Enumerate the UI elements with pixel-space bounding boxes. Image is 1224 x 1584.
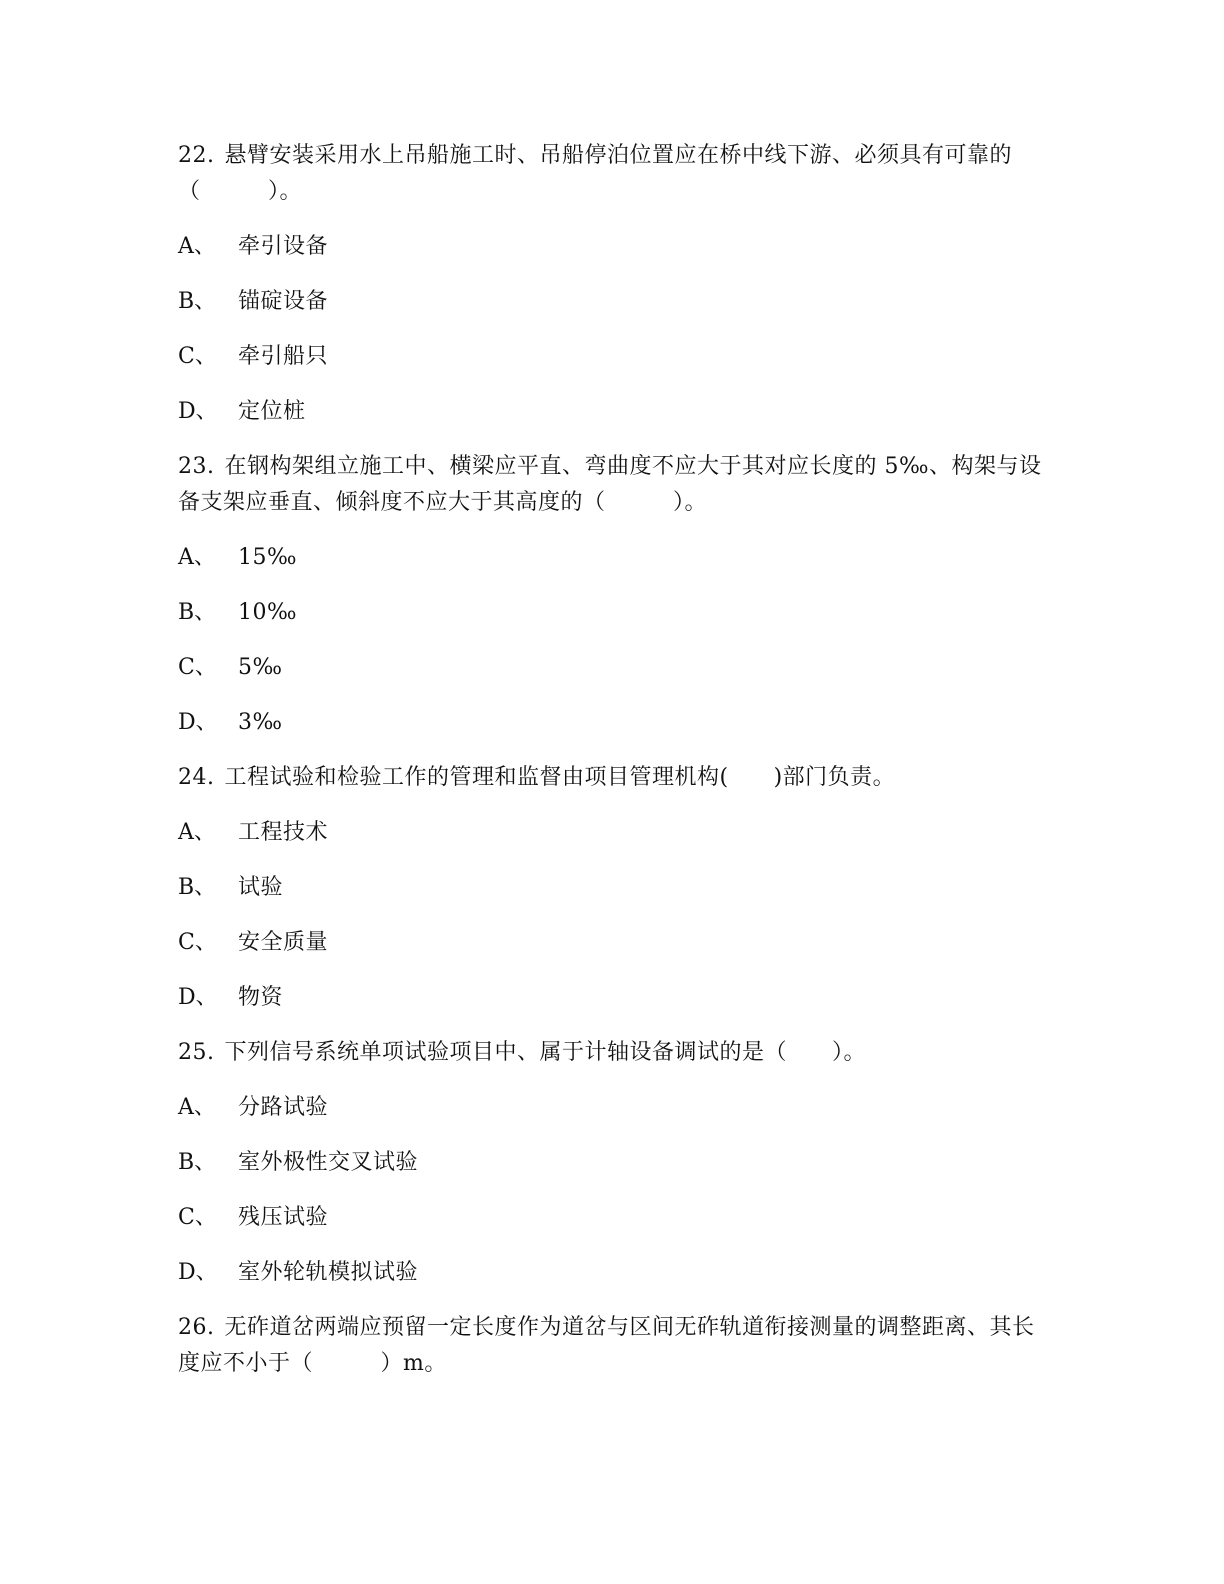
option-text: 分路试验 xyxy=(238,1095,329,1120)
option-text: 15‰ xyxy=(238,545,298,570)
option-b xyxy=(178,1145,1048,1181)
option-a xyxy=(178,540,1048,576)
option-letter: D、 xyxy=(178,1260,218,1285)
option-letter: C、 xyxy=(178,344,217,369)
option-b xyxy=(178,595,1048,631)
option-letter: A、 xyxy=(178,545,216,570)
option-letter: C、 xyxy=(178,1205,217,1230)
question-number: 24. xyxy=(178,765,215,790)
option-letter: D、 xyxy=(178,399,218,424)
option-text: 5‰ xyxy=(238,655,283,680)
question-text: 悬臂安装采用水上吊船施工时、吊船停泊位置应在桥中线下游、必须具有可靠的（ ）。 xyxy=(178,143,1013,204)
question-number: 26. xyxy=(178,1315,215,1340)
option-letter: A、 xyxy=(178,234,216,259)
option-letter: B、 xyxy=(178,289,217,314)
option-text: 试验 xyxy=(238,875,284,900)
option-text: 定位桩 xyxy=(238,399,306,424)
option-a xyxy=(178,1090,1048,1126)
question-26 xyxy=(178,1310,1048,1382)
question-number: 25. xyxy=(178,1040,215,1065)
question-23 xyxy=(178,449,1048,521)
option-a xyxy=(178,815,1048,851)
option-letter: A、 xyxy=(178,820,216,845)
option-text: 物资 xyxy=(238,985,284,1010)
option-letter: C、 xyxy=(178,655,217,680)
question-24 xyxy=(178,760,1048,796)
option-letter: D、 xyxy=(178,985,218,1010)
option-d xyxy=(178,1255,1048,1291)
option-letter: B、 xyxy=(178,875,217,900)
question-text: 无砟道岔两端应预留一定长度作为道岔与区间无砟轨道衔接测量的调整距离、其长度应不小于（ ）m。 xyxy=(178,1315,1035,1376)
question-number: 23. xyxy=(178,454,215,479)
option-text: 工程技术 xyxy=(238,820,329,845)
option-letter: B、 xyxy=(178,600,217,625)
question-text: 下列信号系统单项试验项目中、属于计轴设备调试的是（ ）。 xyxy=(224,1040,867,1065)
option-b xyxy=(178,870,1048,906)
option-c xyxy=(178,1200,1048,1236)
option-text: 室外极性交叉试验 xyxy=(238,1150,419,1175)
option-letter: C、 xyxy=(178,930,217,955)
option-d xyxy=(178,980,1048,1016)
option-letter: B、 xyxy=(178,1150,217,1175)
option-text: 锚碇设备 xyxy=(238,289,329,314)
option-letter: A、 xyxy=(178,1095,216,1120)
option-c xyxy=(178,339,1048,375)
option-text: 室外轮轨模拟试验 xyxy=(238,1260,419,1285)
option-b xyxy=(178,284,1048,320)
option-c xyxy=(178,650,1048,686)
option-text: 残压试验 xyxy=(238,1205,329,1230)
question-number: 22. xyxy=(178,143,215,168)
option-c xyxy=(178,925,1048,961)
question-text: 在钢构架组立施工中、横梁应平直、弯曲度不应大于其对应长度的 5‰、构架与设备支架应垂直、倾斜度不应大于其高度的（ ）。 xyxy=(178,454,1042,515)
question-text: 工程试验和检验工作的管理和监督由项目管理机构( )部门负责。 xyxy=(224,765,896,790)
option-text: 10‰ xyxy=(238,600,298,625)
option-d xyxy=(178,705,1048,741)
question-25 xyxy=(178,1035,1048,1071)
option-text: 安全质量 xyxy=(238,930,329,955)
question-22 xyxy=(178,138,1048,210)
option-d xyxy=(178,394,1048,430)
option-text: 牵引设备 xyxy=(238,234,329,259)
option-a xyxy=(178,229,1048,265)
option-text: 3‰ xyxy=(238,710,283,735)
option-text: 牵引船只 xyxy=(238,344,329,369)
option-letter: D、 xyxy=(178,710,218,735)
question-list xyxy=(178,138,1048,1401)
